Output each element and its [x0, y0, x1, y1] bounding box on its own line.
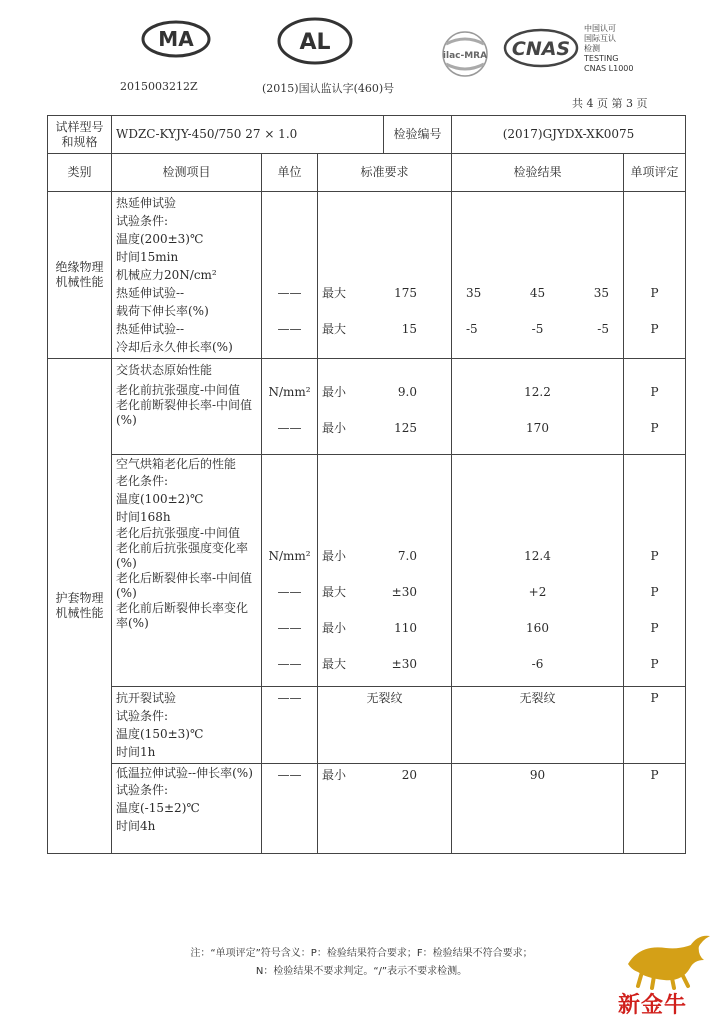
cma-logo: [140, 18, 212, 60]
page-info: 共 4 页 第 3 页: [572, 97, 648, 110]
hot-set-requirement: 最大 175 最大 15: [318, 192, 452, 359]
original-eval: P P: [624, 359, 686, 455]
cold-item: 低温拉伸试验--伸长率(%) 试验条件: 温度(-15±2)℃ 时间4h: [112, 764, 262, 854]
crack-eval: P: [624, 687, 686, 764]
crack-item: 抗开裂试验 试验条件: 温度(150±3)℃ 时间1h: [112, 687, 262, 764]
cnas-logo-text: CNAS: [511, 38, 571, 60]
aging-item: 空气烘箱老化后的性能 老化条件: 温度(100±2)℃ 时间168h 老化后抗张强度-中间值 老化前后抗张强度变化率(%) 老化后断裂伸长率-中间值(%) 老化前后断裂伸长率变化率(%): [112, 455, 262, 687]
cal-logo-text: AL: [299, 30, 331, 55]
aging-result: 12.4 +2 160 -6: [452, 455, 624, 687]
footnote-line1: 注：“单项评定”符号含义：P：检验结果符合要求；F：检验结果不符合要求；: [190, 948, 533, 959]
crack-result: 无裂纹: [452, 687, 624, 764]
aging-unit: N/mm² —— —— ——: [262, 455, 318, 687]
cnas-logo: [502, 26, 580, 70]
col-result: 检验结果: [452, 154, 624, 192]
original-requirement: 最小 9.0 最小 125: [318, 359, 452, 455]
hot-set-unit: —— ——: [262, 192, 318, 359]
col-unit: 单位: [262, 154, 318, 192]
original-item: 交货状态原始性能 老化前抗张强度-中间值 老化前断裂伸长率-中间值(%): [112, 359, 262, 455]
crack-unit: ——: [262, 687, 318, 764]
original-result: 12.2 170: [452, 359, 624, 455]
col-item: 检测项目: [112, 154, 262, 192]
aging-requirement: 最小 7.0 最大 ±30 最小 110 最大 ±30: [318, 455, 452, 687]
category-insulation: 绝缘物理机械性能: [48, 192, 112, 359]
cold-unit: ——: [262, 764, 318, 854]
cnas-caption: 中国认可 国际互认 检测 TESTING CNAS L1000: [584, 24, 634, 73]
cold-eval: P: [624, 764, 686, 854]
category-sheath: 护套物理机械性能: [48, 359, 112, 854]
ilac-logo-text: ilac-MRA: [442, 51, 488, 61]
col-category: 类别: [48, 154, 112, 192]
sample-label: 试样型号和规格: [48, 116, 112, 154]
bull-logo-icon: [620, 930, 712, 990]
hot-set-item: 热延伸试验 试验条件: 温度(200±3)℃ 时间15min 机械应力20N/cm² 热延伸试验-- 载荷下伸长率(%) 热延伸试验-- 冷却后永久伸长率(%): [112, 192, 262, 359]
report-table: [47, 115, 686, 854]
cold-requirement: 最小 20: [318, 764, 452, 854]
sample-row: [48, 116, 686, 154]
crack-row: [48, 687, 686, 764]
hot-set-row: [48, 192, 686, 359]
crack-requirement: 无裂纹: [318, 687, 452, 764]
aging-row: [48, 455, 686, 687]
hot-set-eval: P P: [624, 192, 686, 359]
brand-name: 新金牛: [618, 993, 688, 1018]
cma-logo-text: MA: [158, 27, 194, 51]
aging-eval: P P P P: [624, 455, 686, 687]
ilac-mra-logo: [434, 30, 496, 78]
cold-result: 90: [452, 764, 624, 854]
sample-value: WDZC-KYJY-450/750 27 × 1.0: [112, 116, 384, 154]
hot-set-result: 35 45 35 -5 -5 -5: [452, 192, 624, 359]
cal-number: (2015)国认监认字(460)号: [262, 82, 395, 95]
original-row: [48, 359, 686, 455]
inspect-label: 检验编号: [384, 116, 452, 154]
col-evaluation: 单项评定: [624, 154, 686, 192]
inspect-value: (2017)GJYDX-XK0075: [452, 116, 686, 154]
footnote-line2: N：检验结果不要求判定。“/”表示不要求检测。: [255, 966, 468, 977]
cma-number: 2015003212Z: [120, 80, 198, 93]
header-row: [48, 154, 686, 192]
cal-logo: [276, 16, 354, 66]
original-unit: N/mm² ——: [262, 359, 318, 455]
cold-row: [48, 764, 686, 854]
col-requirement: 标准要求: [318, 154, 452, 192]
